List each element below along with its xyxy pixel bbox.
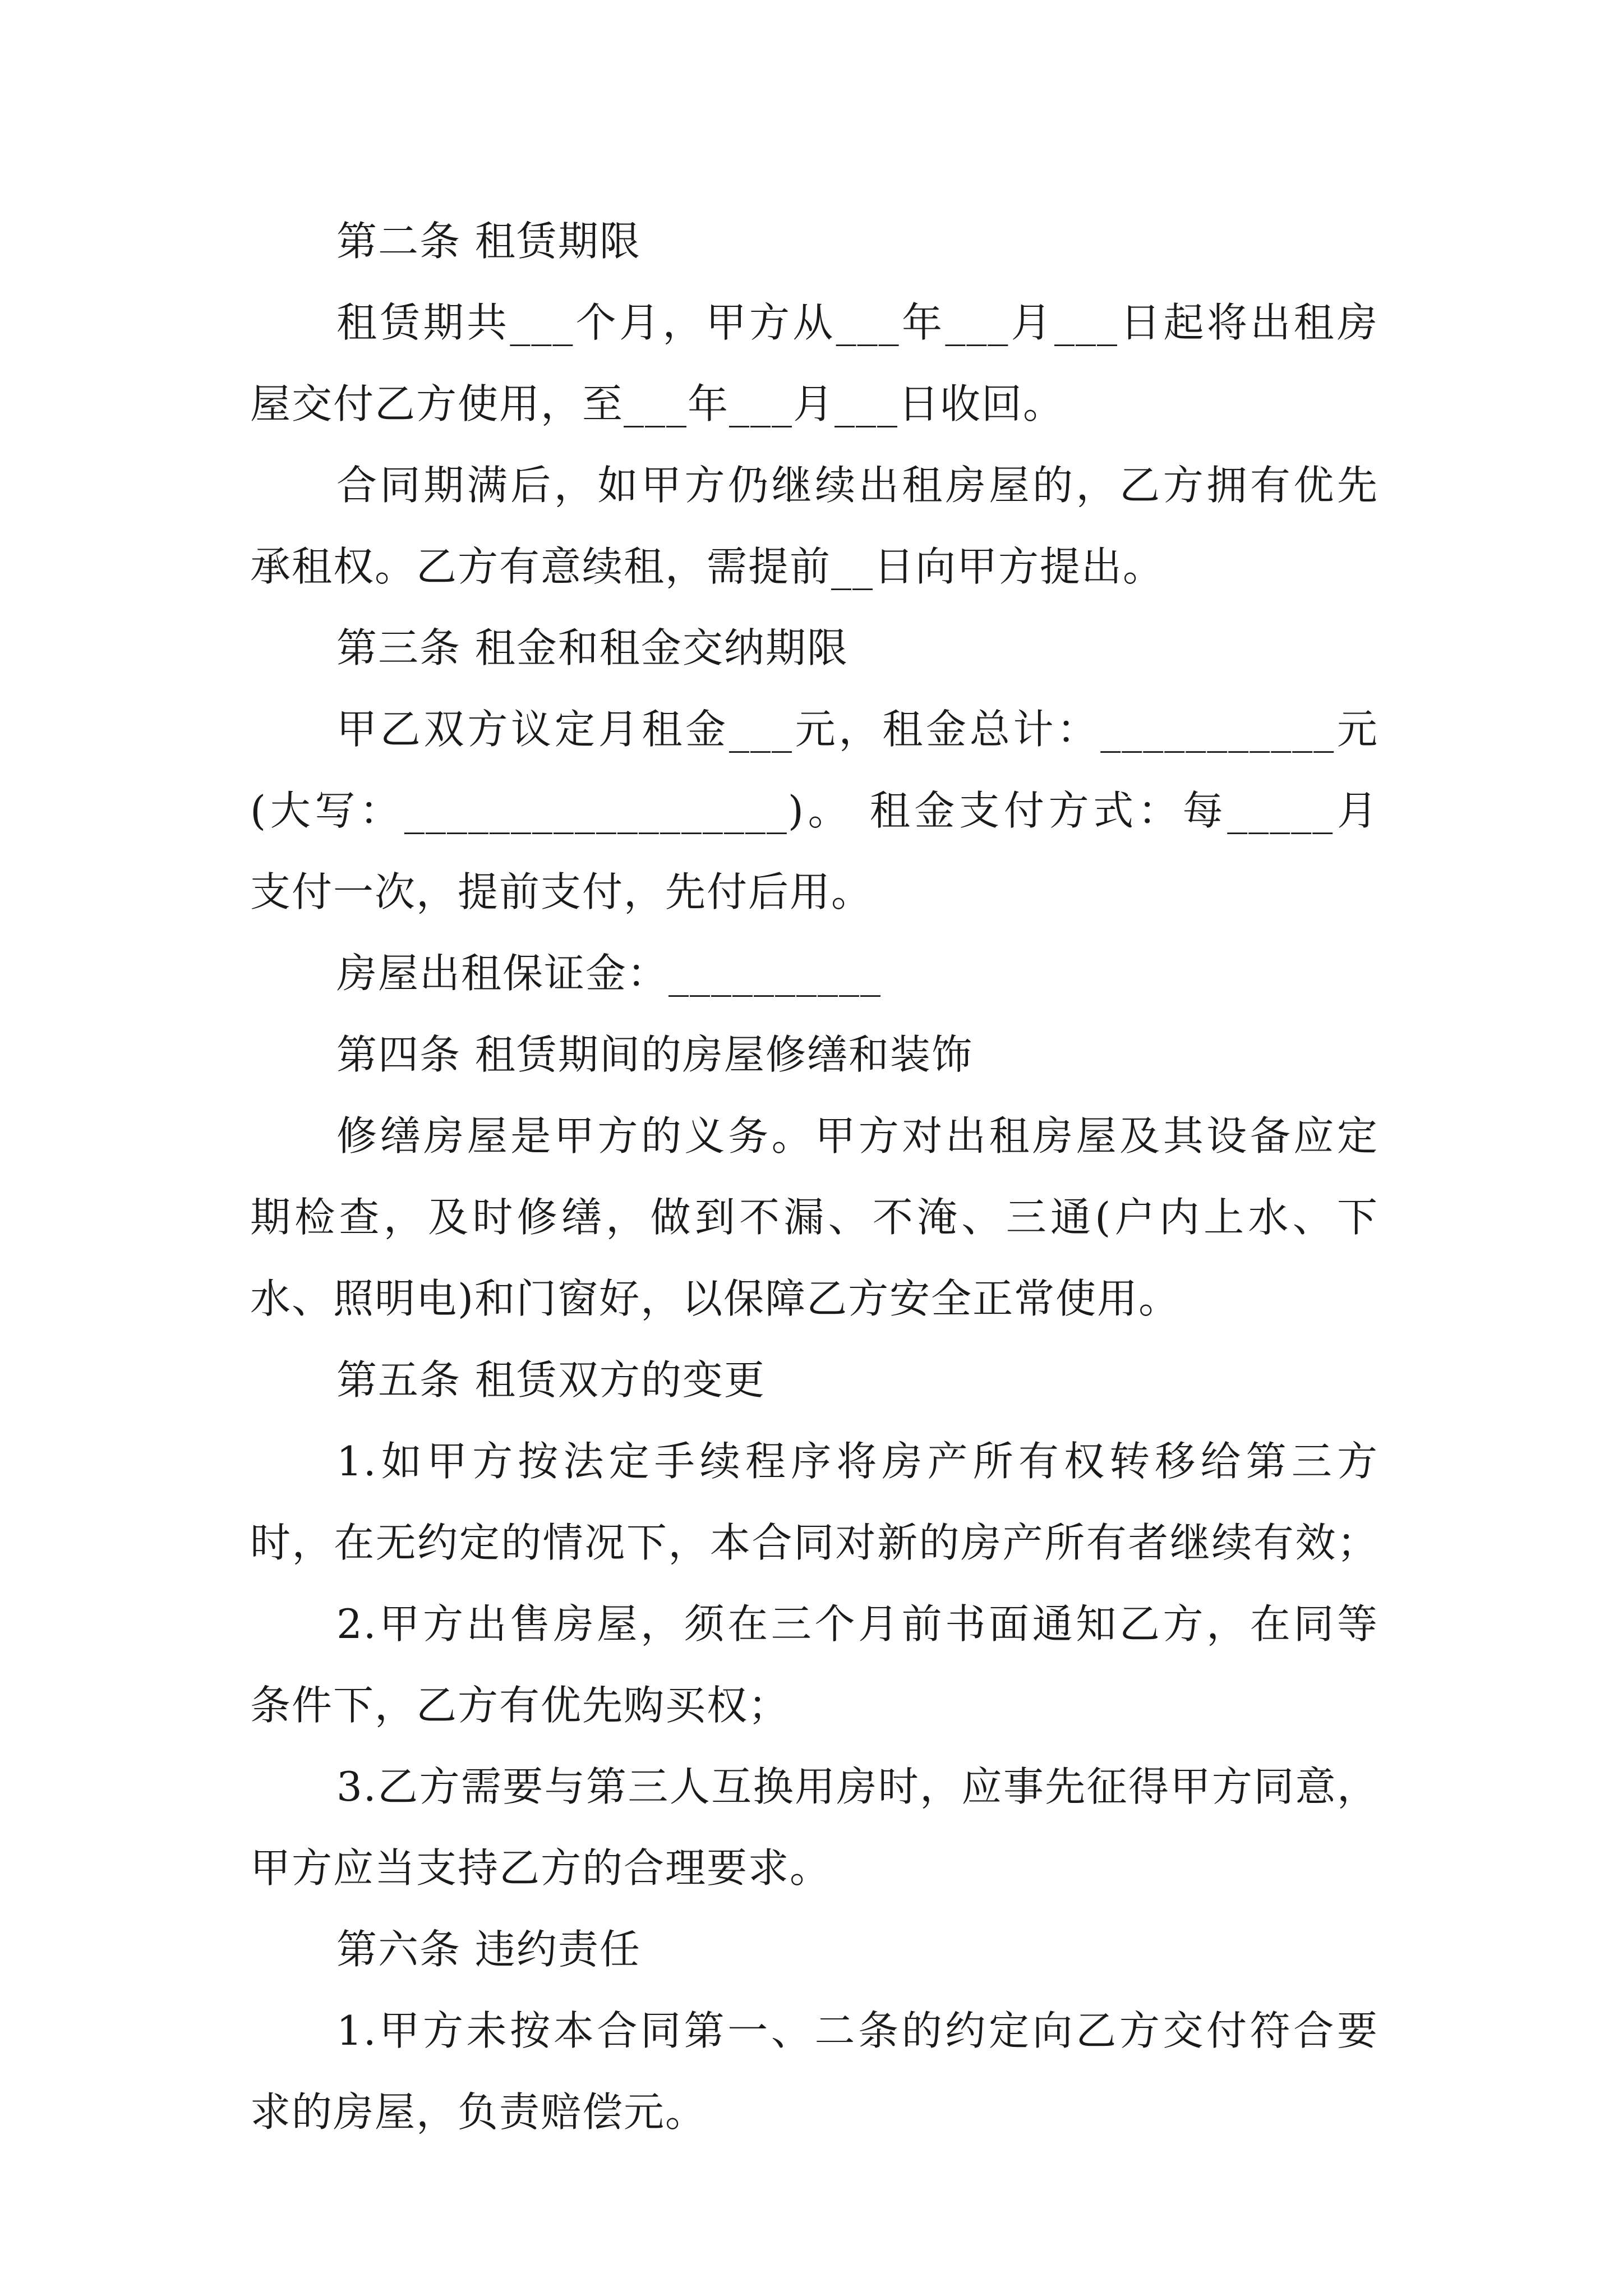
article-6-heading: 第六条 违约责任 (336, 1926, 641, 1973)
article-5-item-2-line-1: 2.甲方出售房屋，须在三个月前书面通知乙方，在同等 (336, 1600, 1378, 1648)
article-2-paragraph-2-line-2: 承租权。乙方有意续租，需提前__日向甲方提出。 (250, 543, 1165, 590)
article-4-paragraph-line-2: 期检查，及时修缮，做到不漏、不淹、三通(户内上水、下 (250, 1194, 1378, 1241)
article-4-paragraph-line-3: 水、照明电)和门窗好，以保障乙方安全正常使用。 (250, 1275, 1181, 1322)
article-3-deposit-line: 房屋出租保证金：__________ (336, 950, 882, 997)
article-2-paragraph-1-line-1: 租赁期共___个月，甲方从___年___月___日起将出租房 (336, 299, 1378, 346)
article-2-heading: 第二条 租赁期限 (336, 218, 641, 265)
article-3-rent-line-1: 甲乙双方议定月租金___元，租金总计：___________元 (336, 706, 1378, 753)
article-5-heading: 第五条 租赁双方的变更 (336, 1356, 766, 1404)
article-2-paragraph-1-line-2: 屋交付乙方使用，至___年___月___日收回。 (250, 380, 1065, 427)
article-5-item-1-line-1: 1.如甲方按法定手续程序将房产所有权转移给第三方 (336, 1438, 1378, 1485)
article-6-item-1-line-2: 求的房屋，负责赔偿元。 (250, 2088, 707, 2136)
article-3-heading: 第三条 租金和租金交纳期限 (336, 624, 849, 671)
article-3-rent-line-3: 支付一次，提前支付，先付后用。 (250, 868, 873, 915)
article-4-heading: 第四条 租赁期间的房屋修缮和装饰 (336, 1031, 973, 1078)
article-5-item-3-line-1: 3.乙方需要与第三人互换用房时，应事先征得甲方同意， (336, 1763, 1378, 1810)
article-5-item-3-line-2: 甲方应当支持乙方的合理要求。 (250, 1844, 832, 1892)
article-6-item-1-line-1: 1.甲方未按本合同第一、二条的约定向乙方交付符合要 (336, 2007, 1378, 2054)
article-3-rent-line-2: (大写：__________________)。 租金支付方式：每_____月 (250, 787, 1378, 834)
article-2-paragraph-2-line-1: 合同期满后，如甲方仍继续出租房屋的，乙方拥有优先 (336, 462, 1378, 509)
article-4-paragraph-line-1: 修缮房屋是甲方的义务。甲方对出租房屋及其设备应定 (336, 1112, 1378, 1159)
article-5-item-2-line-2: 条件下，乙方有优先购买权； (250, 1682, 790, 1729)
article-5-item-1-line-2: 时，在无约定的情况下，本合同对新的房产所有者继续有效； (250, 1519, 1378, 1566)
